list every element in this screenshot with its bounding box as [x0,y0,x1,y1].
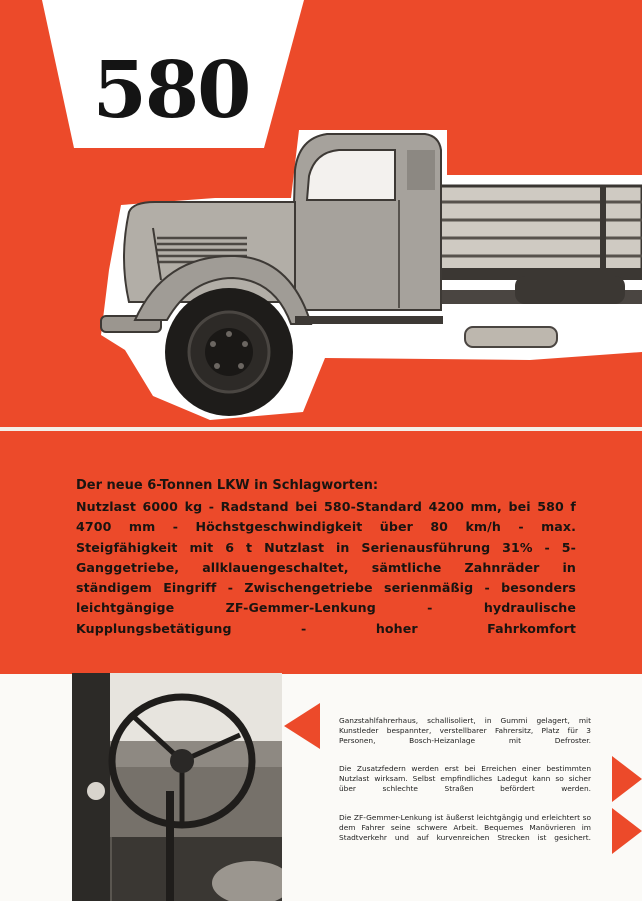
feature-caption-cab: Ganzstahlfahrerhaus, schallisoliert, in Gummi gelagert, mit Kunstleder bespannter, verstellbarer Fahrersitz, Platz für 3 Personen, Bosch-Heizanlage mit Defroster. [339,716,591,746]
headline: Der neue 6-Tonnen LKW in Schlagworten: [76,478,379,493]
triangle-right-marker-icon [612,756,642,802]
feature-summary-paragraph: Nutzlast 6000 kg - Radstand bei 580-Standard 4200 mm, bei 580 f 4700 mm - Höchstgeschwindigkeit über 80 km/h - max. Steigfähigkeit mit 6 t Nutzlast in Serienausführung 31% - 5-Ganggetriebe, allklauengeschaltet, sämtliche Zahnräder in ständigem Eingriff - Zwischengetriebe serienmäßig - besonders leichtgängige ZF-Gemmer-Lenkung - hydraulische Kupplungsbetätigung - hoher Fahrkomfort [76,499,576,636]
triangle-right-marker-icon [612,808,642,854]
truck-illustration [95,120,642,430]
model-number: 580 [92,45,250,136]
cab-interior-photo [72,673,282,901]
feature-caption-steering: Die ZF-Gemmer-Lenkung ist äußerst leichtgängig und erleichtert so dem Fahrer seine schwere Arbeit. Bequemes Manövrieren im Stadtverkehr und auf kurvenreichen Strecken ist gesichert. [339,813,591,843]
triangle-left-marker-icon [284,703,320,749]
feature-caption-springs: Die Zusatzfedern werden erst bei Erreichen einer bestimmten Nutzlast wirksam. Selbst empfindliches Ladegut kann so sicher über schlechte Straßen befördert werden. [339,764,591,794]
